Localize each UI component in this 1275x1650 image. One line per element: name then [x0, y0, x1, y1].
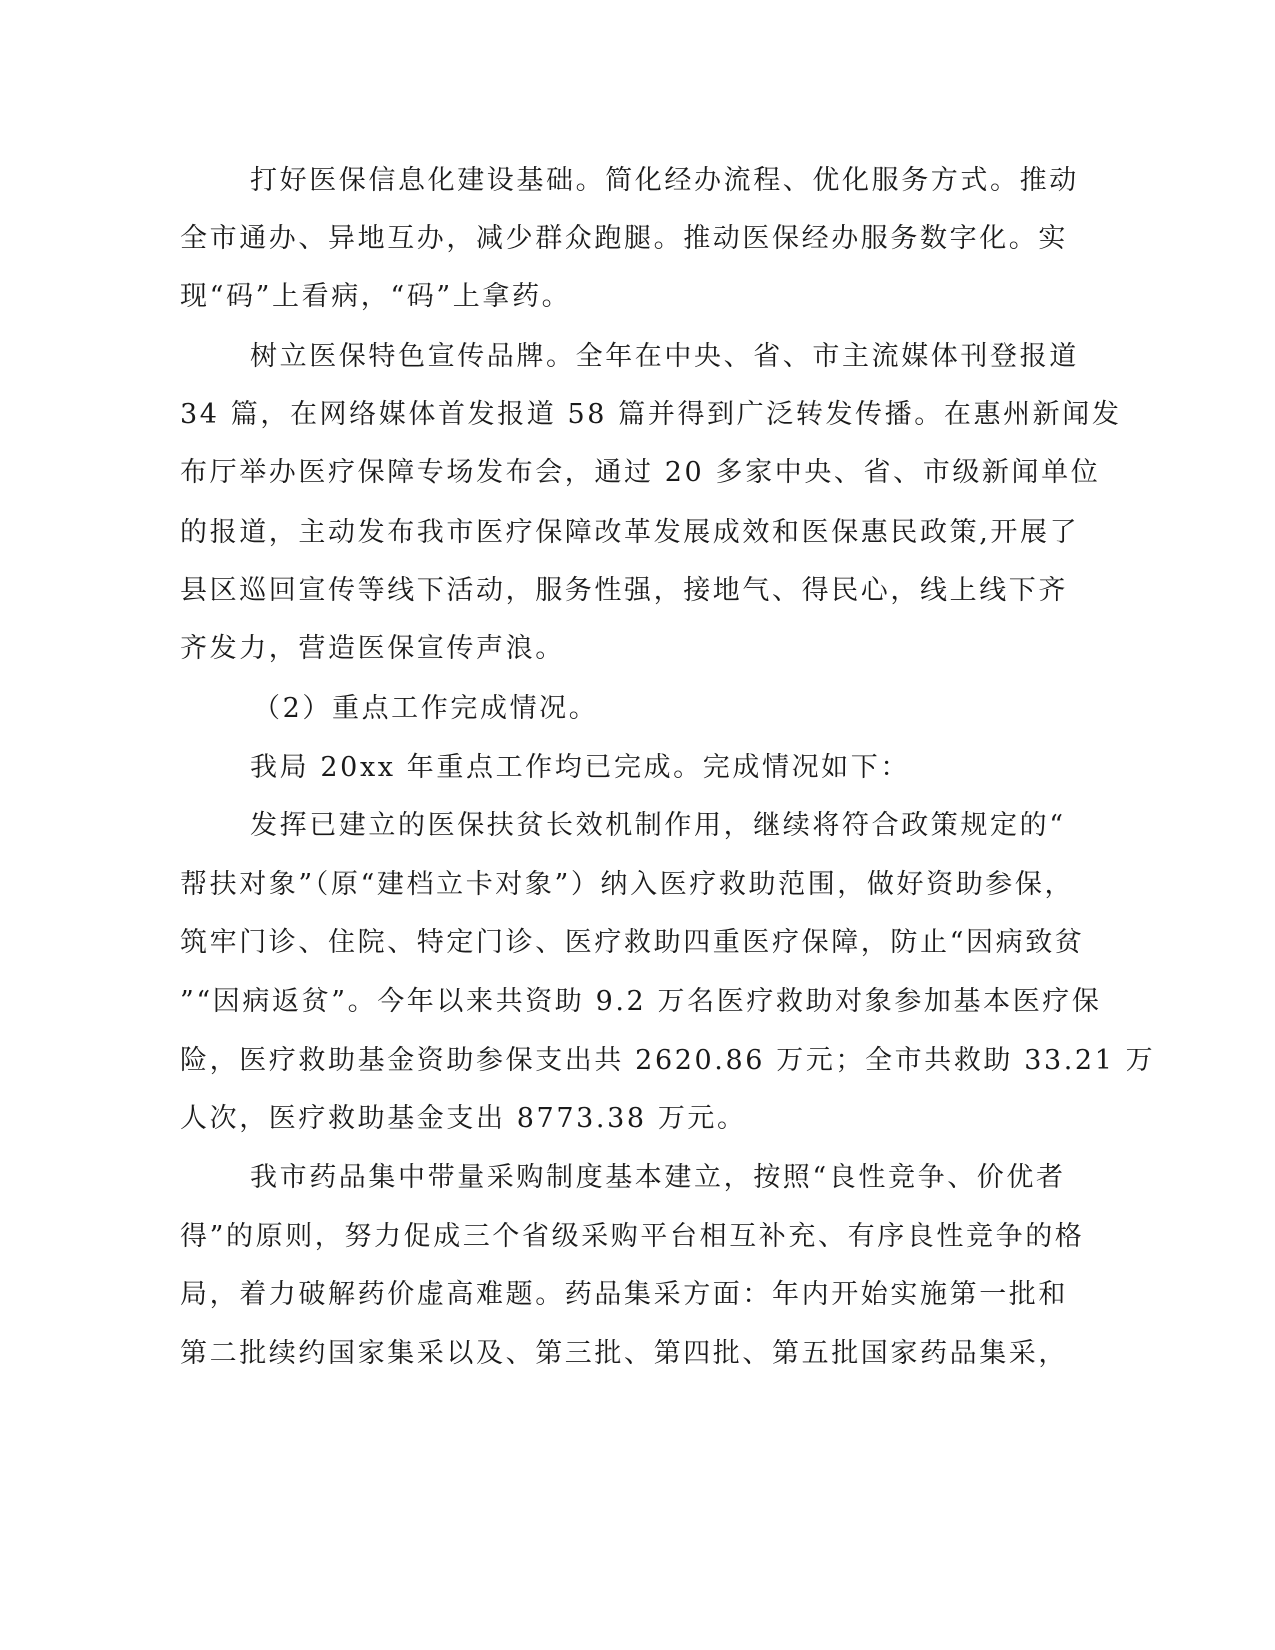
paragraph-line: 我市药品集中带量采购制度基本建立，按照“良性竞争、价优者	[250, 1162, 1066, 1193]
paragraph-line: 险，医疗救助基金资助参保支出共 2620.86 万元；全市共救助 33.21 万	[180, 1045, 1156, 1076]
paragraph-line: 现“码”上看病，“码”上拿药。	[180, 281, 572, 312]
paragraph-line: 全市通办、异地互办，减少群众跑腿。推动医保经办服务数字化。实	[180, 223, 1068, 254]
paragraph-line: 齐发力，营造医保宣传声浪。	[180, 633, 565, 664]
paragraph-line: 发挥已建立的医保扶贫长效机制作用，继续将符合政策规定的“	[250, 810, 1066, 841]
paragraph-line: 的报道，主动发布我市医疗保障改革发展成效和医保惠民政策,开展了	[180, 517, 1080, 548]
paragraph-line: 树立医保特色宣传品牌。全年在中央、省、市主流媒体刊登报道	[250, 341, 1079, 372]
paragraph-line: 打好医保信息化建设基础。简化经办流程、优化服务方式。推动	[250, 165, 1079, 196]
paragraph-line: 帮扶对象”（原“建档立卡对象”）纳入医疗救助范围，做好资助参保，	[180, 869, 1075, 900]
paragraph-line: 县区巡回宣传等线下活动，服务性强，接地气、得民心，线上线下齐	[180, 575, 1068, 606]
paragraph-line: 筑牢门诊、住院、特定门诊、医疗救助四重医疗保障，防止“因病致贫	[180, 927, 1085, 958]
paragraph-line: ”“因病返贫”。今年以来共资助 9.2 万名医疗救助对象参加基本医疗保	[180, 986, 1102, 1017]
paragraph-line: 人次，医疗救助基金支出 8773.38 万元。	[180, 1103, 747, 1134]
paragraph-line: 34 篇，在网络媒体首发报道 58 篇并得到广泛转发传播。在惠州新闻发	[180, 399, 1122, 430]
paragraph-line: 布厅举办医疗保障专场发布会，通过 20 多家中央、省、市级新闻单位	[180, 457, 1101, 488]
paragraph-line: 局，着力破解药价虚高难题。药品集采方面：年内开始实施第一批和	[180, 1279, 1068, 1310]
paragraph-line: 第二批续约国家集采以及、第三批、第四批、第五批国家药品集采，	[180, 1338, 1068, 1369]
paragraph-line: 得”的原则，努力促成三个省级采购平台相互补充、有序良性竞争的格	[180, 1221, 1085, 1252]
section-heading: （2）重点工作完成情况。	[253, 693, 599, 724]
paragraph-line: 我局 20xx 年重点工作均已完成。完成情况如下：	[250, 752, 910, 783]
